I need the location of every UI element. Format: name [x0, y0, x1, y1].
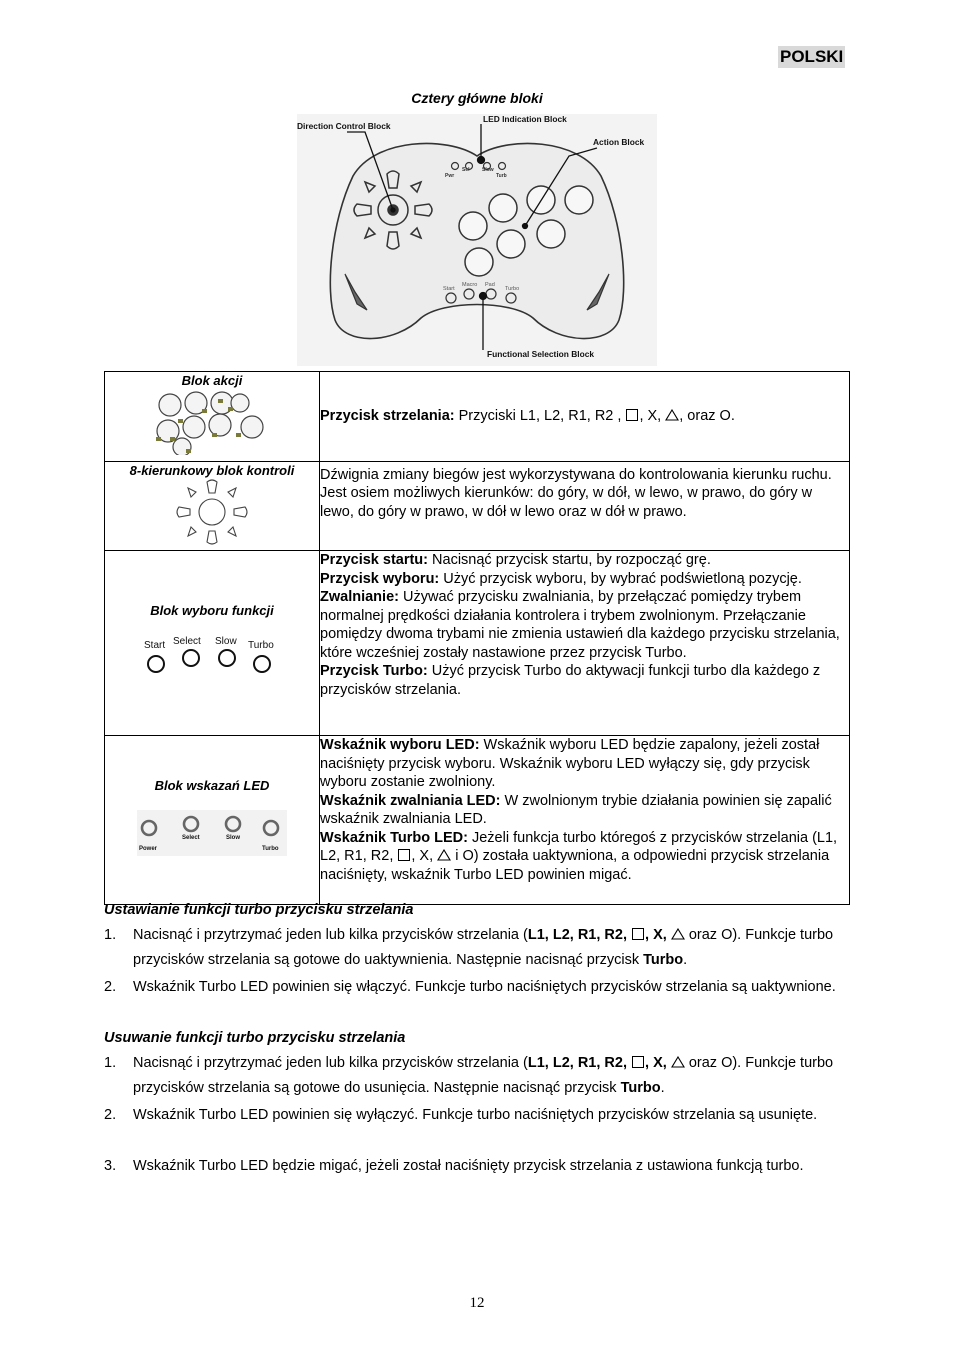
- select-led-label: Wskaźnik wyboru LED:: [320, 737, 480, 753]
- slow-led-label: Wskaźnik zwalniania LED:: [320, 792, 501, 809]
- slow-label: Zwalnianie:: [320, 589, 399, 605]
- select-led-text: Wskaźnik wyboru LED będzie zapalony, jeżeli został naciśnięty przycisk wyboru. Wskaźnik wyboru LED wyłączy się, gdy przycisk wyboru zostanie zwolniony.: [320, 737, 820, 790]
- turbo-led-text: i O) została uaktywniona, a odpowiedni przycisk strzelania naciśnięty, wskaźnik Turbo LED powinien migać.: [320, 848, 830, 883]
- dpad-description: Dźwignia zmiany biegów jest wykorzystywana do kontrolowania kierunku ruchu. Jest osiem możliwych kierunków: do góry, w dół, w lewo, w prawo, do góry w lewo, do góry w prawo, w dół w lewo oraz w dół w prawo.: [320, 466, 832, 520]
- block-description-cell: [320, 736, 850, 905]
- triangle-icon: [437, 849, 451, 861]
- function-block-image: [142, 633, 282, 677]
- led-block-image: [137, 810, 287, 856]
- triangle-icon: [665, 409, 679, 421]
- top-led-label: Sel: [462, 167, 470, 173]
- list-text: Wskaźnik Turbo LED będzie migać, jeżeli został naciśnięty przycisk strzelania z ustawiona funkcją turbo.: [133, 1158, 804, 1174]
- top-led-label: Pwr: [445, 173, 455, 179]
- list-text: Wskaźnik Turbo LED powinien się wyłączyć. Funkcje turbo naciśniętych przycisków strzelania są usunięte.: [133, 1107, 818, 1123]
- top-led-label: Slow: [482, 167, 494, 173]
- turbo-led-text: , X,: [411, 848, 438, 864]
- list-item: [104, 975, 854, 1000]
- list-text: .: [683, 952, 688, 968]
- list-item: [104, 923, 854, 973]
- turbo-led-text: Jeżeli funkcja turbo któregoś z przycisków strzelania (L1, L2, R1, R2,: [320, 829, 838, 864]
- function-label: Select: [173, 636, 201, 648]
- list-item: [104, 1051, 854, 1101]
- slow-led-text: W zwolnionym trybie działania powinien się zapalić wskaźnik zwalniania LED.: [320, 792, 832, 827]
- language-label: POLSKI: [780, 47, 844, 66]
- function-label: Turbo: [248, 640, 274, 652]
- block-image-cell: [105, 372, 320, 462]
- function-button-label: Turbo: [505, 286, 520, 292]
- table-row: [105, 461, 850, 551]
- select-text: Użyć przycisk wyboru, by wybrać podświetloną pozycję.: [439, 570, 802, 587]
- list-text: Nacisnąć i przytrzymać jeden lub kilka przycisków strzelania (: [133, 1055, 528, 1071]
- start-label: Przycisk startu:: [320, 552, 428, 568]
- table-row: [105, 736, 850, 905]
- list-text-bold: , X,: [645, 927, 667, 943]
- callout-action: Action Block: [593, 137, 645, 147]
- table-row: [105, 372, 850, 462]
- triangle-icon: [671, 1056, 685, 1068]
- block-image-cell: [105, 461, 320, 551]
- block-caption: Blok wskazań LED: [154, 778, 270, 794]
- dpad-image: [176, 479, 248, 545]
- callout-functional: Functional Selection Block: [487, 349, 595, 359]
- list-text: .: [660, 1080, 665, 1096]
- table-row: [105, 551, 850, 736]
- controller-diagram: [297, 114, 657, 366]
- block-description-cell: [320, 461, 850, 551]
- function-button-label: Pad: [485, 282, 495, 288]
- block-caption: 8-kierunkowy blok kontroli: [129, 462, 295, 478]
- list-number: 2.: [104, 1107, 117, 1123]
- list-item: [104, 1154, 854, 1179]
- function-button-label: Start: [443, 286, 455, 292]
- action-block-image: [152, 389, 272, 455]
- controller-outline: [330, 143, 623, 338]
- square-icon: [626, 409, 638, 421]
- callout-direction: Direction Control Block: [297, 121, 391, 131]
- start-text: Nacisnąć przycisk startu, by rozpocząć grę.: [428, 552, 711, 568]
- list-text: oraz O). Funkcje turbo przycisków strzelania są gotowe do usunięcia. Następnie nacisnąć przycisk: [133, 1055, 834, 1096]
- function-button-label: Macro: [462, 282, 478, 288]
- top-led-label: Turb: [496, 173, 507, 179]
- turbo-led-label: Wskaźnik Turbo LED:: [320, 829, 468, 846]
- block-caption: Blok akcji: [181, 373, 243, 388]
- triangle-icon: [671, 928, 685, 940]
- led-label: Turbo: [262, 846, 279, 853]
- fire-button-text: Przyciski L1, L2, R1, R2 ,: [454, 408, 626, 424]
- square-icon: [398, 849, 410, 861]
- list-text-bold: , X,: [645, 1055, 667, 1071]
- square-icon: [632, 928, 644, 940]
- function-label: Start: [144, 640, 166, 652]
- select-label: Przycisk wyboru:: [320, 570, 440, 587]
- blocks-table: [104, 371, 850, 905]
- block-image-cell: [105, 736, 320, 905]
- list-number: 1.: [104, 1055, 117, 1071]
- list-text-bold: L1, L2, R1, R2,: [527, 927, 627, 943]
- list-text-bold: Turbo: [620, 1080, 661, 1096]
- figure-title: Cztery główne bloki: [411, 90, 543, 106]
- section-title-set-turbo: Ustawianie funkcji turbo przycisku strzelania: [104, 902, 414, 918]
- list-text-bold: Turbo: [643, 952, 684, 968]
- block-caption: Blok wyboru funkcji: [150, 603, 274, 619]
- block-image-cell: [105, 551, 320, 736]
- list-text: oraz O). Funkcje turbo przycisków strzelania są gotowe do uaktywnienia. Następnie nacisnąć przycisk: [133, 927, 834, 968]
- list-text-bold: L1, L2, R1, R2,: [527, 1055, 627, 1071]
- section-title-remove-turbo: Usuwanie funkcji turbo przycisku strzelania: [104, 1030, 406, 1046]
- led-label: Select: [182, 835, 200, 842]
- list-number: 1.: [104, 927, 117, 943]
- block-description-cell: [320, 551, 850, 736]
- callout-led: LED Indication Block: [483, 114, 567, 124]
- fire-button-text: , oraz O.: [679, 408, 735, 424]
- led-label: Power: [139, 846, 158, 853]
- page-number: 12: [469, 1295, 485, 1311]
- slow-text: Używać przycisku zwalniania, by przełączać pomiędzy trybem normalnej prędkości działania kontrolera i trybem zwolnionym. Przełączanie pomiędzy dwoma trybami nie zmienia ustawień dla każdego przycisku strzelania, które wcześniej zostały nastawione przez przycisk Turbo.: [320, 589, 840, 661]
- function-label: Slow: [215, 636, 237, 648]
- list-number: 3.: [104, 1158, 117, 1174]
- fire-button-label: Przycisk strzelania:: [320, 408, 455, 424]
- list-text: Nacisnąć i przytrzymać jeden lub kilka przycisków strzelania (: [133, 927, 528, 943]
- list-number: 2.: [104, 979, 117, 995]
- turbo-label: Przycisk Turbo:: [320, 663, 428, 679]
- fire-button-text: , X,: [639, 408, 666, 424]
- block-description-cell: [320, 372, 850, 462]
- list-text: Wskaźnik Turbo LED powinien się włączyć. Funkcje turbo naciśniętych przycisków strzelania są uaktywnione.: [133, 979, 836, 995]
- square-icon: [632, 1056, 644, 1068]
- turbo-text: Użyć przycisk Turbo do aktywacji funkcji turbo dla każdego z przycisków strzelania.: [320, 663, 821, 698]
- led-label: Slow: [226, 835, 241, 842]
- list-item: [104, 1103, 854, 1128]
